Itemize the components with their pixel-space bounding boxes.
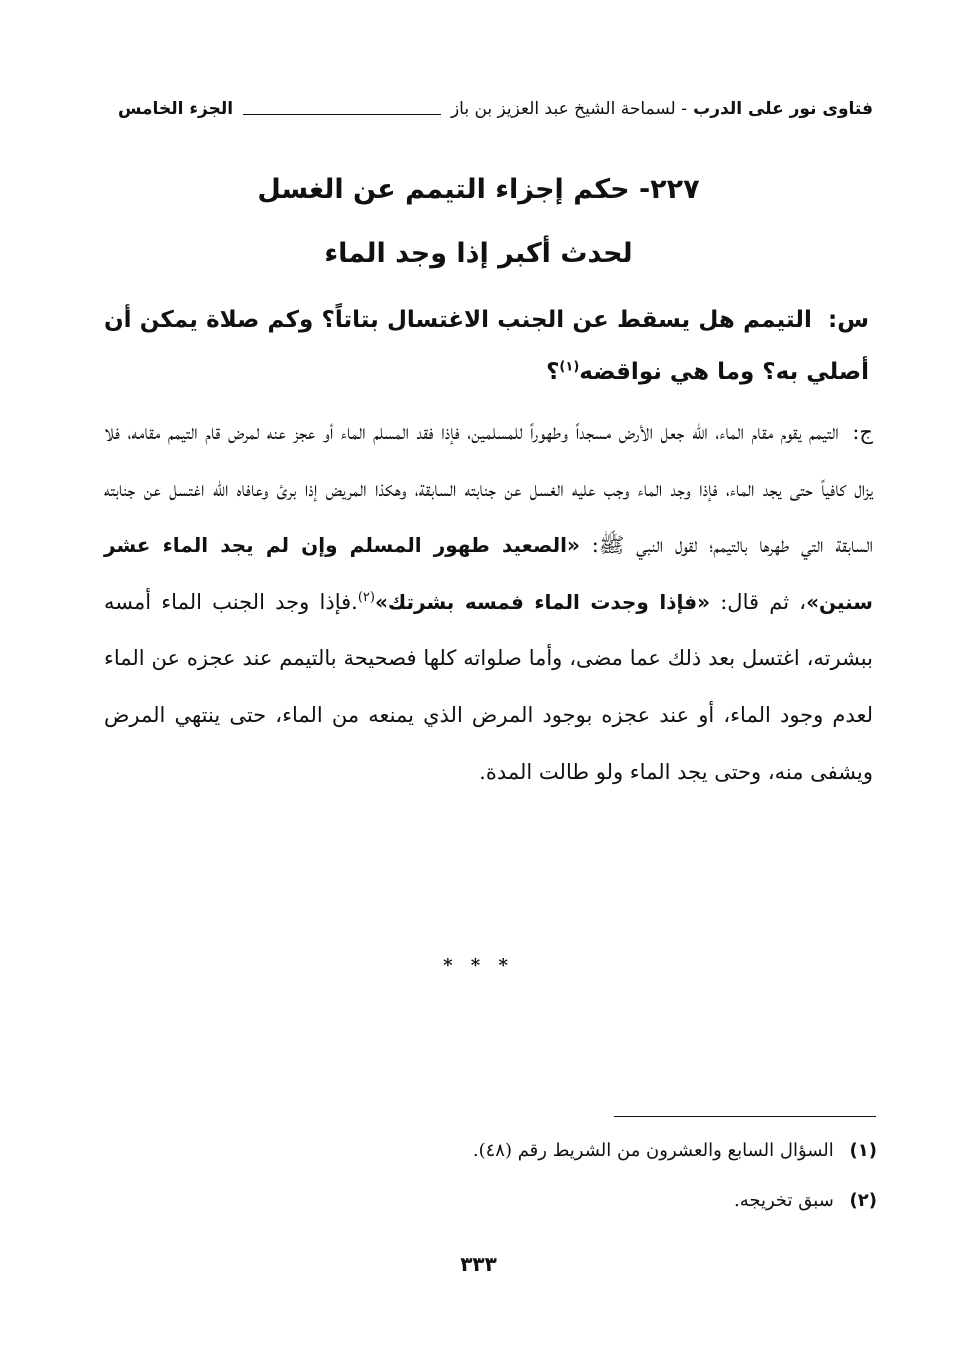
book-title-text: فتاوى نور على الدرب <box>693 99 873 119</box>
answer-text-2: ، ثم قال: <box>720 589 807 614</box>
header-volume: الجزء الخامس <box>118 99 234 119</box>
footnote-number: (٢) <box>849 1190 877 1211</box>
question-end: ؟ <box>546 359 560 385</box>
answer-paragraph <box>104 404 873 800</box>
question-paragraph <box>104 294 869 398</box>
footnote-1 <box>104 1126 877 1176</box>
footnote-rule <box>614 1116 876 1117</box>
answer-marker: ج: <box>852 420 873 444</box>
header-rule <box>243 104 441 115</box>
title-line-1: ٢٢٧- حكم إجزاء التيمم عن الغسل <box>257 174 700 205</box>
answer-text-3: .فإذا وجد الجنب الماء أمسه ببشرته، اغتسل بعد ذلك عما مضى، وأما صلواته كلها فصحيحة بالتيمم عند عجزه عن الماء لعدم وجود الماء، أو عند عجزه بوجود المرض الذي يمنعه من الماء، حتى ينتهي المرض ويشفى منه، وحتى يجد الماء ولو طالت المدة. <box>104 589 873 784</box>
footnote-number: (١) <box>849 1140 877 1161</box>
question-marker: س: <box>828 307 869 333</box>
footnote-text: السؤال السابع والعشرون من الشريط رقم (٤٨). <box>472 1140 834 1161</box>
fatwa-title <box>100 158 857 286</box>
hadith-quote-2: «فإذا وجدت الماء فمسه بشرتك» <box>374 589 710 614</box>
footnote-ref-2: (٢) <box>357 589 375 605</box>
question-text: التيمم هل يسقط عن الجنب الاغتسال بتاتاً؟ وكم صلاة يمكن أن أصلي به؟ وما هي نواقضه <box>104 307 869 385</box>
footnote-ref-1: (١) <box>559 359 580 375</box>
header-author: - لسماحة الشيخ عبد العزيز بن باز <box>450 99 688 119</box>
footnote-text: سبق تخريجه. <box>733 1190 834 1211</box>
page-number: ٣٣٣ <box>460 1252 497 1276</box>
header-book-title <box>451 99 873 119</box>
footnotes <box>104 1126 877 1226</box>
footnote-2 <box>104 1176 877 1226</box>
title-line-2: لحدث أكبر إذا وجد الماء <box>324 238 633 269</box>
section-separator: * * * <box>443 955 514 976</box>
hadith-quote-1: «الصعيد طهور المسلم وإن لم يجد الماء عشر سنين» <box>104 533 873 614</box>
answer-text-1: التيمم يقوم مقام الماء، الله جعل الأرض مسجداً وطهوراً للمسلمين، فإذا فقد المسلم الماء أو عجز عنه لمرض قام التيمم مقامه، فلا يزال كافياً حتى يجد الماء، فإذا وجد الماء وجب عليه الغسل عن جنابته السابقة، وهكذا المريض إذا برئ وعافاه الله اغتسل عن جنابته السابقة التي طهرها بالتيمم؛ لقول النبي ﷺ: <box>104 420 873 558</box>
running-header <box>118 96 873 122</box>
